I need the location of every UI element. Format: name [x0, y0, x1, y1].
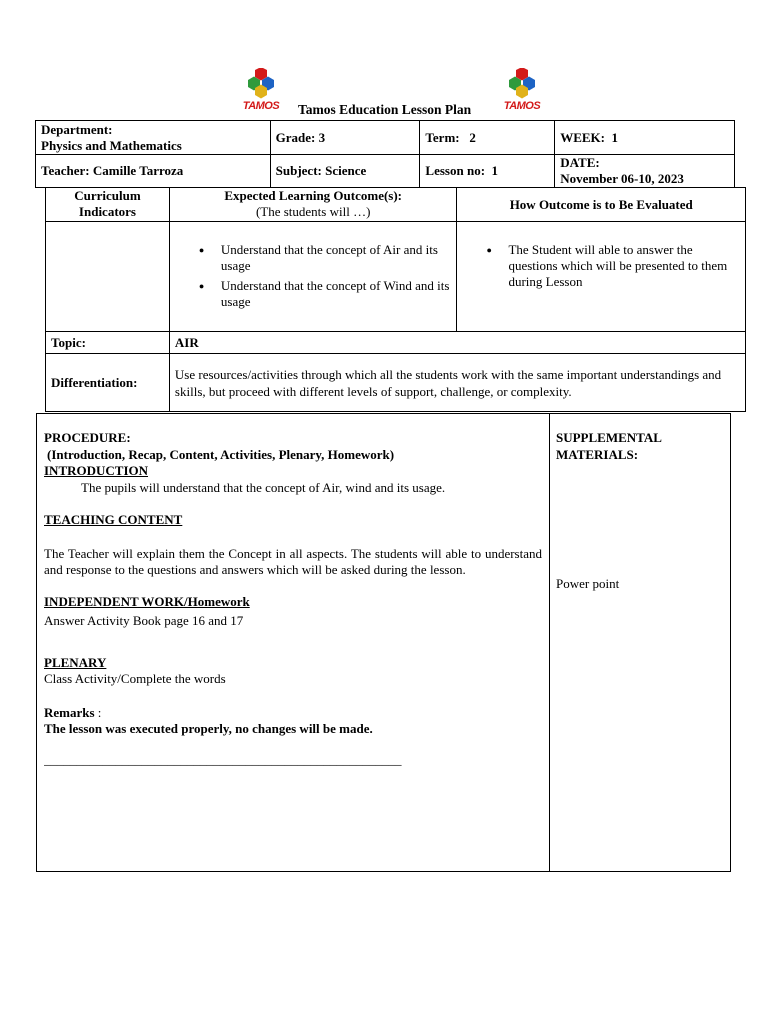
independent-work-heading: INDEPENDENT WORK/Homework	[44, 593, 250, 609]
differentiation-label: Differentiation:	[46, 354, 170, 412]
logo-text: TAMOS	[242, 100, 280, 112]
document-title: Tamos Education Lesson Plan	[298, 102, 472, 117]
teaching-content-heading: TEACHING CONTENT	[44, 512, 183, 527]
week-value: 1	[611, 129, 619, 145]
procedure-column-divider	[549, 414, 550, 871]
remarks-line	[44, 705, 542, 722]
remarks-text: The lesson was executed properly, no changes will be made.	[44, 721, 373, 736]
department-label: Department:	[41, 122, 113, 137]
subject-value: Science	[325, 163, 367, 178]
subject-label: Subject:	[275, 163, 322, 178]
teaching-content-text: The Teacher will explain them the Concept in all aspects. The students will able to understand and response to the questions and answers which will be asked during the lesson.	[44, 545, 542, 577]
lesson-value: 1	[491, 163, 499, 178]
introduction-text: The pupils will understand that the concept of Air, wind and its usage.	[81, 479, 446, 495]
list-item: ● Understand that the concept of Wind and its usage	[221, 278, 452, 310]
logo-hexagons-icon	[495, 68, 549, 102]
supplemental-column	[556, 430, 726, 593]
supplemental-item: Power point	[556, 576, 620, 591]
list-item: ● The Student will able to answer the questions which will be presented to them during Lesson	[508, 242, 740, 290]
teacher-cell	[36, 155, 271, 188]
date-value: November 06-10, 2023	[560, 171, 684, 186]
lesson-label: Lesson no:	[425, 163, 486, 178]
procedure-heading: PROCEDURE:	[44, 430, 131, 445]
topic-label: Topic:	[46, 332, 170, 354]
expected-outcomes-cell	[169, 222, 457, 332]
teacher-label: Teacher:	[41, 163, 90, 178]
remarks-label: Remarks	[44, 704, 95, 720]
term-label: Term:	[425, 129, 460, 145]
term-cell	[420, 121, 555, 155]
evaluation-header: How Outcome is to Be Evaluated	[457, 188, 746, 222]
department-value: Physics and Mathematics	[41, 138, 182, 153]
procedure-box	[36, 413, 731, 872]
grade-value: Grade: 3	[275, 129, 326, 145]
evaluation-cell	[457, 222, 746, 332]
week-label: WEEK:	[560, 129, 606, 145]
date-cell	[555, 155, 735, 188]
differentiation-value: Use resources/activities through which all the students work with the same important understandings and skills, but proceed with different levels of support, challenge, or complexity.	[169, 354, 745, 412]
signature-line: _______________________________________________________	[44, 751, 402, 767]
curriculum-indicators-header: Curriculum Indicators	[46, 188, 170, 222]
curriculum-indicators-cell	[46, 222, 170, 332]
info-table	[35, 120, 735, 188]
logo-text: TAMOS	[503, 100, 541, 112]
tamos-logo-right	[495, 68, 549, 114]
tamos-logo-left	[234, 68, 288, 114]
supplemental-heading-line2: MATERIALS:	[556, 446, 639, 462]
list-item: ● Understand that the concept of Air and its usage	[221, 242, 452, 274]
lesson-cell	[420, 155, 555, 188]
department-cell	[36, 121, 271, 155]
independent-work-text: Answer Activity Book page 16 and 17	[44, 613, 244, 628]
logo-hexagons-icon	[234, 68, 288, 102]
date-label: DATE:	[560, 155, 600, 170]
plenary-text: Class Activity/Complete the words	[44, 671, 226, 686]
introduction-heading: INTRODUCTION	[44, 463, 149, 478]
evaluation-list	[462, 242, 740, 290]
subject-cell	[270, 155, 420, 188]
supplemental-heading-line1: SUPPLEMENTAL	[556, 430, 662, 445]
term-value: 2	[469, 129, 476, 145]
grade-cell	[270, 121, 420, 155]
outcomes-table	[45, 187, 746, 412]
remarks-colon: :	[97, 704, 102, 720]
procedure-content	[44, 430, 542, 768]
expected-outcomes-list	[175, 242, 452, 310]
procedure-subheading: (Introduction, Recap, Content, Activities, Plenary, Homework)	[47, 446, 395, 462]
teacher-value: Camille Tarroza	[92, 163, 184, 178]
plenary-heading: PLENARY	[44, 654, 107, 670]
week-cell	[555, 121, 735, 155]
expected-outcomes-header: Expected Learning Outcome(s): (The students will …)	[169, 188, 457, 222]
topic-value: AIR	[169, 332, 745, 354]
